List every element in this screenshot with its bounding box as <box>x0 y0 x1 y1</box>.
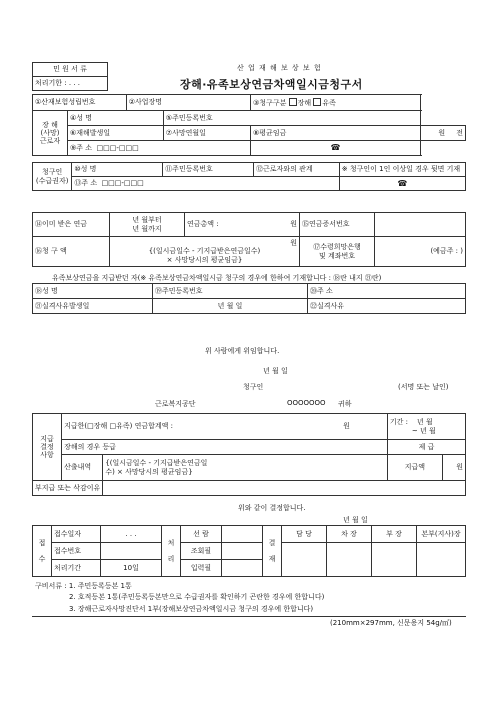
decide-text: 위와 같이 결정합니다. <box>238 504 306 512</box>
sign-manager: 부 장 <box>372 526 417 543</box>
proc-review: 선 람 <box>181 526 222 543</box>
proc-inquiry: 조회필 <box>181 543 222 560</box>
period-to-value: ~ 년 월 <box>411 426 436 435</box>
pay-amount-value: 원 <box>442 455 465 481</box>
process-period-label: 처리기간 <box>52 560 101 577</box>
calc-label: 산출내역 <box>62 455 103 481</box>
receipt-label: 민 원 서 류 <box>33 63 108 77</box>
worker-resident-label: ⑤주민등록번호 <box>163 111 420 126</box>
bereaved-section <box>32 283 466 314</box>
proc-review-value <box>222 526 263 543</box>
sign-staff: 담 당 <box>282 526 327 543</box>
claimant-address-cell <box>72 177 339 191</box>
form-subtitle: 산 업 재 해 보 상 보 험 <box>237 64 322 72</box>
claimant-zip: □□□-□□□ <box>101 179 144 188</box>
jeon-unit: 전 <box>456 128 463 137</box>
receipt-no-value <box>101 543 162 560</box>
claimant-phone-icon: ☎ <box>339 177 465 191</box>
paper-spec: (210mm×297mm, 신문용지 54g/㎡) <box>330 619 452 627</box>
delegation-text: 위 사람에게 위임합니다. <box>205 347 280 355</box>
paid-amount-label: 지급한(□장해 □유족) 연금합계액 : <box>64 422 173 431</box>
claimant-relation-label: ⑫근로자와의 관계 <box>254 163 340 177</box>
claim-type-label: ③청구구분 <box>253 98 287 107</box>
bereaved-address-label: ⑳주 소 <box>308 284 466 299</box>
bank-label: ⑰수령희망은행 및 계좌번호 <box>300 237 375 267</box>
sign-deputy: 차 장 <box>327 526 372 543</box>
period-from-value: 년 월 <box>416 418 433 427</box>
claimant-address-label: ⑬주 소 <box>74 179 98 188</box>
bereaved-checkbox[interactable] <box>313 98 321 106</box>
calc-formula: {(일시금일수 - 기지급받은연금일 수) × 사망당시의 평균임금} <box>103 455 388 481</box>
worker-zip: □□□-□□□ <box>96 143 139 152</box>
depositor-cell[interactable] <box>375 237 466 267</box>
receipt-date-value: . . . <box>101 526 162 543</box>
bereaved-notice: 유족보상연금을 지급받던 자(※ 유족보상연금차액일시금 청구의 경우에 한하여 기재합니다 : ⑱란 내지 ㉑란) <box>52 274 382 282</box>
bereaved-resident-label: ⑲주민등록번호 <box>153 284 308 299</box>
claimant-note: ※ 청구인이 1인 이상일 경우 뒷면 기재 <box>339 163 465 177</box>
agency-label: 근로복지공단 <box>155 400 196 408</box>
claim-unit: 원 <box>290 239 297 248</box>
period-cell <box>387 414 465 440</box>
insurance-no-label: ①산재보험성립번호 <box>33 95 127 111</box>
doc-3: 3. 장해근로자사망진단서 1부(장해보상연금차액일시금 청구의 경우에 한합니다) <box>69 605 314 613</box>
reject-reason-label: 부지급 또는 삭감이유 <box>33 481 103 496</box>
period-to: 년 월까지 <box>132 224 162 233</box>
claimant-sign-label: 청구인 <box>243 383 264 391</box>
decide-date: 년 월 일 <box>343 516 368 524</box>
office-label: OOOOOOO <box>287 399 326 407</box>
worker-group-label: 장 해 (사망) 근로자 <box>33 111 68 156</box>
docs-label: 구비서류 : 1. 주민등록등본 1통 <box>35 582 132 590</box>
pension-section <box>32 212 466 267</box>
receipt-date-label: 접수일자 <box>52 526 101 543</box>
receipt-box <box>32 62 108 91</box>
loss-reason-label: ㉒실격사유 <box>308 299 466 314</box>
claimant-section <box>32 162 466 191</box>
bereaved-name-label: ⑱성 명 <box>33 284 153 299</box>
form-title: 장해·유족보상연금차액일시금청구서 <box>180 78 363 91</box>
paid-amount-cell <box>62 414 388 440</box>
accident-date-label: ⑥재해발생일 <box>68 126 164 141</box>
decision-section <box>32 413 466 496</box>
depositor-label: (예금주 : ) <box>430 247 463 256</box>
pension-total-unit: 원 <box>290 220 297 229</box>
sign-head: 본부(지사)장 <box>417 526 466 543</box>
disability-label: 장해 <box>297 98 312 107</box>
workplace-label: ②사업장명 <box>126 95 250 111</box>
worker-section <box>32 94 466 156</box>
loss-date-value <box>153 299 308 314</box>
claim-formula <box>110 237 300 267</box>
pension-total-cell <box>185 213 300 237</box>
claim-type-cell <box>251 95 421 111</box>
worker-address-label: ⑨주 소 <box>70 143 93 152</box>
disability-checkbox[interactable] <box>289 98 297 106</box>
period-from: 년 월부터 <box>132 216 162 225</box>
processing-period: 처리기한 : . . . <box>33 77 108 91</box>
process-group-label: 처 리 <box>162 526 181 577</box>
avg-wage-label: ⑧평균임금 <box>251 126 421 141</box>
worker-name-label: ④성 명 <box>68 111 164 126</box>
sign-label: (서명 또는 날인) <box>398 383 449 391</box>
doc-2: 2. 호적등본 1통(주민등록등본만으로 수급권자를 확인하기 곤란한 경우에 한합니다) <box>69 593 325 601</box>
cert-no-value[interactable] <box>375 213 466 237</box>
approval-section <box>32 525 466 577</box>
footer-divider <box>32 616 466 617</box>
claimant-group-label: 청구인 (수급권자) <box>33 163 72 191</box>
paid-amount-unit: 원 <box>343 422 350 431</box>
grade-value: 제 급 <box>387 440 465 455</box>
decision-group-label: 지급 결정 사항 <box>33 414 62 481</box>
proc-inquiry-value <box>222 543 263 560</box>
receipt-no-label: 접수번호 <box>52 543 101 560</box>
sign-manager-box <box>372 543 417 577</box>
cert-no-label: ⑮연금증서번호 <box>300 213 375 237</box>
bereaved-label: 유족 <box>322 98 336 107</box>
claim-formula-text: {(일시금일수 - 기지급받은연금일수) × 사망당시의 평균임금} <box>148 247 261 264</box>
claim-amount-label: ⑯청 구 액 <box>33 237 110 267</box>
sign-head-box <box>417 543 466 577</box>
loss-date-label: ㉑실격사유발생일 <box>33 299 153 314</box>
sign-deputy-box <box>327 543 372 577</box>
pay-amount-label: 지급액 <box>387 455 442 481</box>
sign-staff-box <box>282 543 327 577</box>
claimant-name-label: ⑩성 명 <box>72 163 163 177</box>
to-label: 귀하 <box>338 400 352 408</box>
loss-ymd: 년 월 일 <box>217 301 243 310</box>
claimant-resident-label: ⑪주민등록번호 <box>163 163 254 177</box>
avg-wage-unit <box>421 126 466 141</box>
worker-address-cell <box>68 141 251 156</box>
death-date-label: ⑦사망연월일 <box>163 126 250 141</box>
proc-input-value <box>222 560 263 577</box>
delegation-date: 년 월 일 <box>263 367 288 375</box>
settle-group-label: 결 재 <box>263 526 282 577</box>
worker-phone-icon: ☎ <box>251 141 421 156</box>
pension-total-label: 연금총액 : <box>187 220 219 229</box>
receipt-group-label: 접 수 <box>33 526 52 577</box>
reject-reason-value[interactable] <box>103 481 466 496</box>
won-unit: 원 <box>438 128 446 137</box>
period-label: 기간 : <box>389 418 409 427</box>
received-pension-label: ⑭이미 받은 연금 <box>33 213 110 237</box>
proc-input: 입력필 <box>181 560 222 577</box>
received-period <box>110 213 185 237</box>
grade-label: 장해의 경우 등급 <box>62 440 388 455</box>
process-period-value: 10일 <box>101 560 162 577</box>
